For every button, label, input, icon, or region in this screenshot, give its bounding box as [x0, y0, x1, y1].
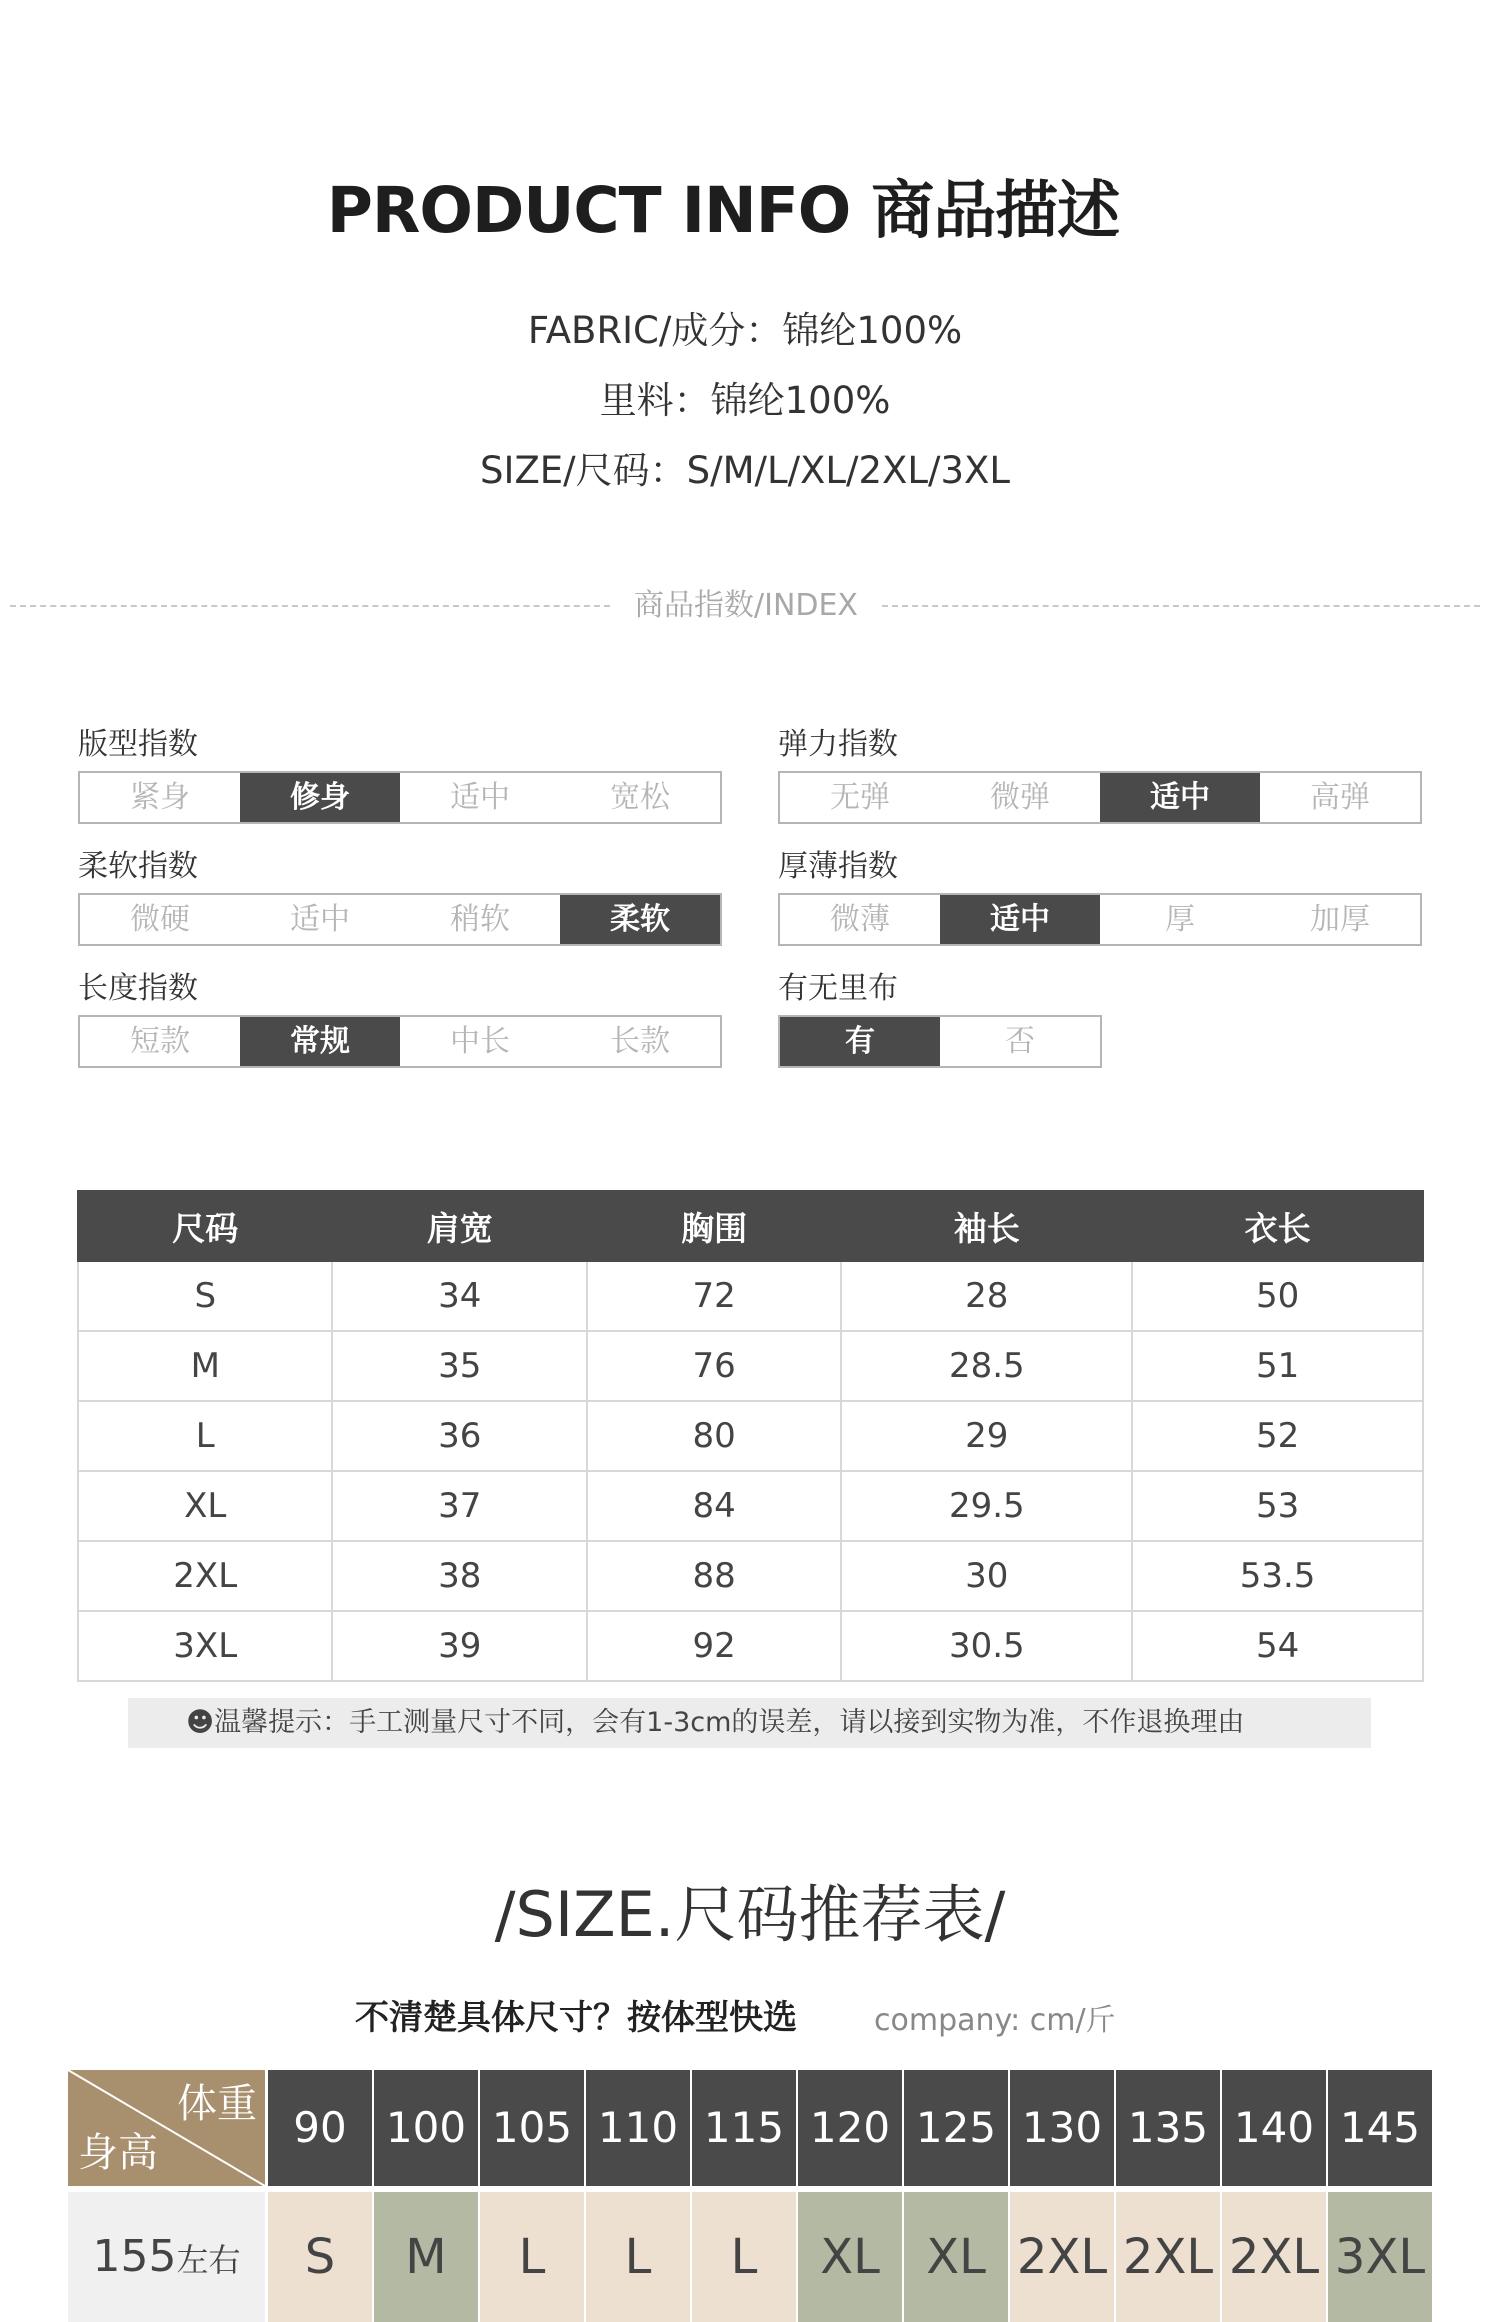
index-bar: [778, 771, 1422, 824]
index-divider: [10, 580, 1480, 632]
weight-header: 130: [1010, 2070, 1114, 2186]
table-cell: 51: [1132, 1331, 1423, 1401]
row-height-suffix: 左右: [176, 2241, 241, 2279]
lining-info: 里料：锦纶100%: [599, 379, 891, 422]
weight-header: 120: [798, 2070, 902, 2186]
fabric-info: FABRIC/成分：锦纶100%: [527, 309, 963, 352]
size-cell: 2XL: [1116, 2192, 1220, 2322]
weight-header: 145: [1328, 2070, 1432, 2186]
table-cell: 29: [841, 1401, 1132, 1471]
weight-header: 100: [374, 2070, 478, 2186]
recommend-title: /SIZE.尺码推荐表/: [494, 1878, 1006, 1951]
index-title: 弹力指数: [778, 727, 898, 762]
index-bar: [778, 1015, 1102, 1068]
index-group: [778, 725, 1422, 824]
table-cell: 30: [841, 1541, 1132, 1611]
index-option: 紧身: [130, 780, 190, 815]
index-option: 微薄: [830, 902, 890, 937]
index-group: [778, 969, 1102, 1068]
corner-height-label: 身高: [78, 2130, 158, 2176]
table-cell: 29.5: [841, 1471, 1132, 1541]
size-cell: L: [692, 2192, 796, 2322]
table-cell: 80: [587, 1401, 841, 1471]
index-option: 适中: [450, 780, 510, 815]
table-row: [78, 1471, 1423, 1541]
index-bar: [78, 893, 722, 946]
size-info: SIZE/尺码：S/M/L/XL/2XL/3XL: [480, 449, 1010, 492]
weight-header: 135: [1116, 2070, 1220, 2186]
size-table: [77, 1190, 1424, 1682]
col-header-size: 尺码: [78, 1191, 332, 1261]
index-option: 短款: [130, 1024, 190, 1059]
size-cell: 3XL: [1328, 2192, 1432, 2322]
table-cell: 84: [587, 1471, 841, 1541]
size-cell: XL: [798, 2192, 902, 2322]
index-option: 适中: [290, 902, 350, 937]
size-table-body: [78, 1261, 1423, 1681]
col-header-sleeve: 袖长: [841, 1191, 1132, 1261]
table-cell: 38: [332, 1541, 586, 1611]
index-group: [778, 847, 1422, 946]
table-cell: 52: [1132, 1401, 1423, 1471]
table-cell: M: [78, 1331, 332, 1401]
index-option: 否: [1005, 1024, 1035, 1059]
table-cell: 72: [587, 1261, 841, 1331]
weight-header: 140: [1222, 2070, 1326, 2186]
weight-header: 90: [268, 2070, 372, 2186]
index-option: 无弹: [830, 780, 890, 815]
measurement-tip: ☻温馨提示：手工测量尺寸不同，会有1-3cm的误差，请以接到实物为准，不作退换理由: [128, 1698, 1371, 1748]
divider-line-right: [882, 605, 1480, 607]
index-option: 有: [780, 1017, 940, 1066]
weight-header: 105: [480, 2070, 584, 2186]
index-option: 微弹: [990, 780, 1050, 815]
index-option: 稍软: [450, 902, 510, 937]
corner-header: [68, 2070, 265, 2186]
size-recommend-table: [68, 2070, 1424, 2322]
index-option: 柔软: [560, 895, 720, 944]
col-header-chest: 胸围: [587, 1191, 841, 1261]
index-option: 长款: [610, 1024, 670, 1059]
index-option: 修身: [240, 773, 400, 822]
index-title: 柔软指数: [78, 849, 198, 884]
index-group: [78, 725, 722, 824]
size-cell: L: [480, 2192, 584, 2322]
table-cell: L: [78, 1401, 332, 1471]
recommend-subtitle: 不清楚具体尺寸？按体型快选: [355, 1998, 797, 2038]
index-option: 适中: [1100, 773, 1260, 822]
recommend-unit: company: cm/斤: [874, 2003, 1116, 2038]
index-option: 中长: [450, 1024, 510, 1059]
index-option: 厚: [1165, 902, 1195, 937]
weight-header: 110: [586, 2070, 690, 2186]
table-cell: 28.5: [841, 1331, 1132, 1401]
row-height-value: 155: [92, 2231, 177, 2282]
table-cell: 50: [1132, 1261, 1423, 1331]
table-cell: 35: [332, 1331, 586, 1401]
index-option: 常规: [240, 1017, 400, 1066]
table-cell: XL: [78, 1471, 332, 1541]
table-cell: 53: [1132, 1471, 1423, 1541]
index-title: 有无里布: [778, 971, 898, 1006]
index-bar: [78, 771, 722, 824]
index-group: [78, 847, 722, 946]
row-height-header: [68, 2192, 265, 2322]
table-cell: 2XL: [78, 1541, 332, 1611]
table-cell: 3XL: [78, 1611, 332, 1681]
table-row: [78, 1611, 1423, 1681]
weight-header: 125: [904, 2070, 1008, 2186]
index-bar: [78, 1015, 722, 1068]
table-cell: 92: [587, 1611, 841, 1681]
table-cell: 28: [841, 1261, 1132, 1331]
index-option: 加厚: [1310, 902, 1370, 937]
col-header-length: 衣长: [1132, 1191, 1423, 1261]
corner-weight-label: 体重: [177, 2081, 257, 2127]
index-bar: [778, 893, 1422, 946]
index-option: 微硬: [130, 902, 190, 937]
index-option: 适中: [940, 895, 1100, 944]
page-title: PRODUCT INFO 商品描述: [326, 174, 1120, 247]
index-label: 商品指数/INDEX: [633, 588, 858, 623]
size-cell: 2XL: [1010, 2192, 1114, 2322]
divider-line-left: [10, 605, 610, 607]
size-cell: XL: [904, 2192, 1008, 2322]
weight-header: 115: [692, 2070, 796, 2186]
col-header-shoulder: 肩宽: [332, 1191, 586, 1261]
table-row: [78, 1401, 1423, 1471]
size-cell: S: [268, 2192, 372, 2322]
index-option: 宽松: [610, 780, 670, 815]
table-cell: S: [78, 1261, 332, 1331]
size-table-header-row: [78, 1191, 1423, 1261]
table-cell: 53.5: [1132, 1541, 1423, 1611]
table-row: [78, 1261, 1423, 1331]
size-cell: 2XL: [1222, 2192, 1326, 2322]
size-cell: L: [586, 2192, 690, 2322]
table-cell: 36: [332, 1401, 586, 1471]
index-title: 厚薄指数: [778, 849, 898, 884]
table-cell: 30.5: [841, 1611, 1132, 1681]
index-title: 长度指数: [78, 971, 198, 1006]
table-cell: 54: [1132, 1611, 1423, 1681]
size-cell: M: [374, 2192, 478, 2322]
table-cell: 76: [587, 1331, 841, 1401]
table-cell: 37: [332, 1471, 586, 1541]
table-cell: 88: [587, 1541, 841, 1611]
index-title: 版型指数: [78, 727, 198, 762]
table-cell: 39: [332, 1611, 586, 1681]
index-option: 高弹: [1310, 780, 1370, 815]
table-row: [78, 1331, 1423, 1401]
table-row: [78, 1541, 1423, 1611]
index-group: [78, 969, 722, 1068]
table-cell: 34: [332, 1261, 586, 1331]
